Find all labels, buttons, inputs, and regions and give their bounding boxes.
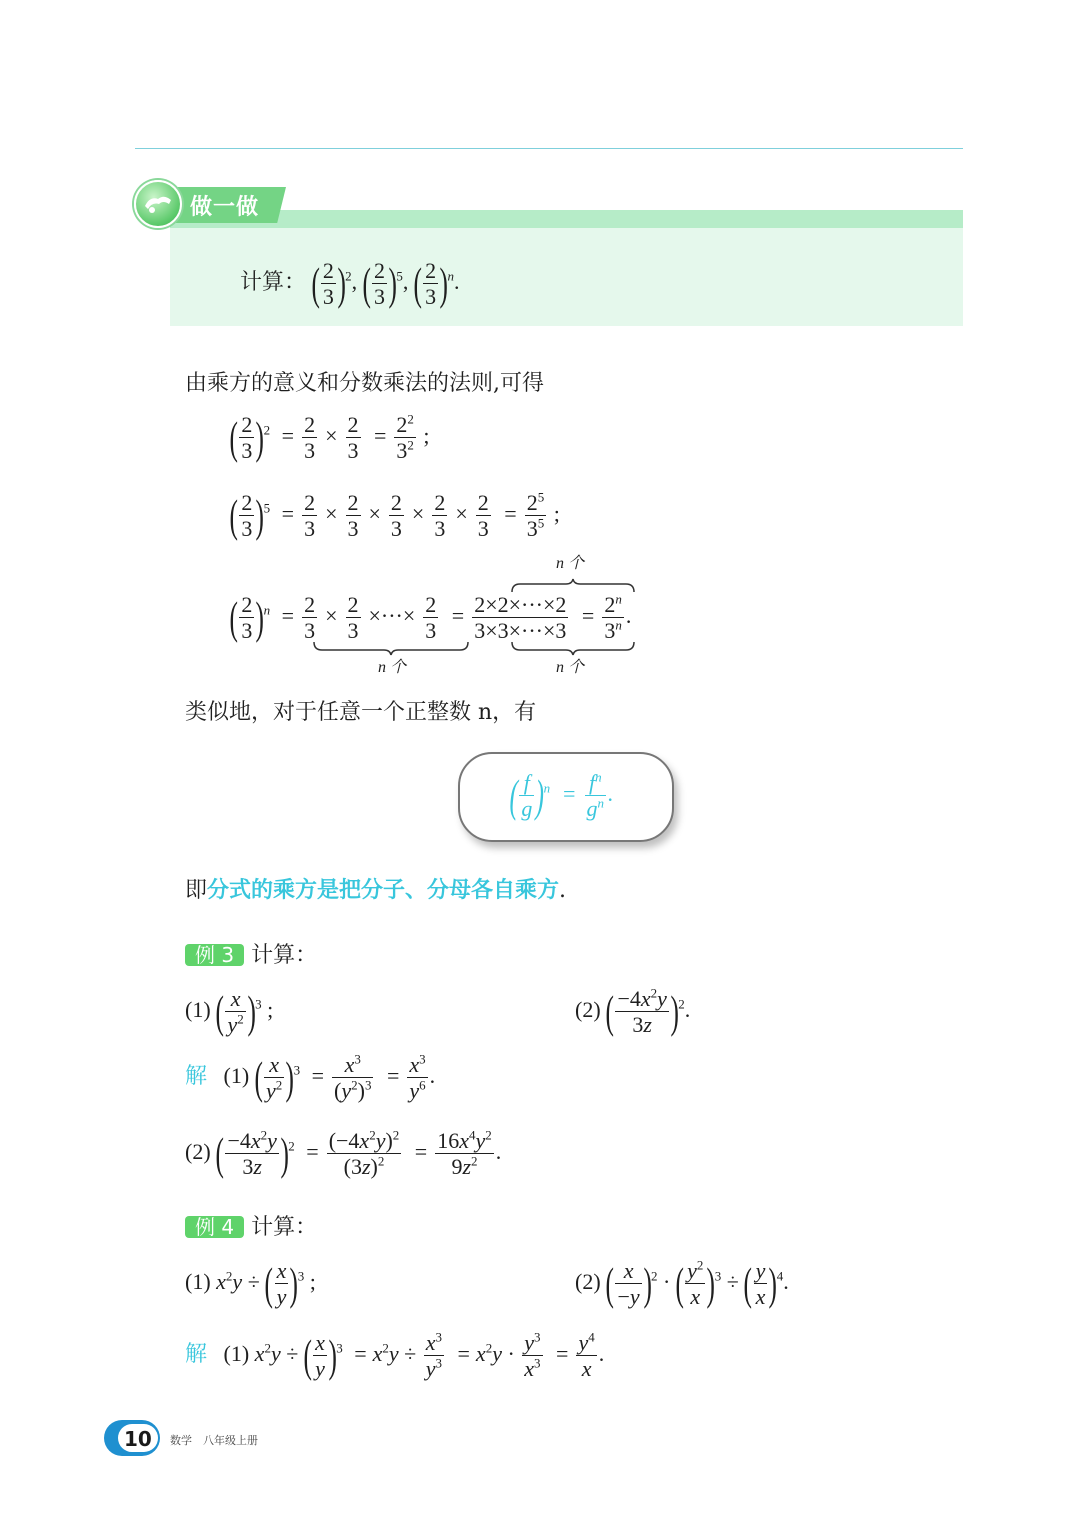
footer-book-title: 数学 八年级上册 — [170, 1434, 258, 1447]
example3-solution1: 解 (1) ( $\frac{x}{y^2}$ )$^3$ = $\frac{x^3}{(y^2)^3}$ = $\frac{x^3}{y^6}$ . — [185, 1051, 436, 1104]
brace-label-top: n 个 — [556, 555, 585, 572]
example4-label: 例 4 — [185, 1216, 244, 1238]
brace-label-bottom-right: n 个 — [556, 659, 585, 676]
brace-bottom-right — [510, 640, 636, 656]
conclusion-suffix: . — [559, 878, 567, 903]
compute-label: 计算： — [240, 269, 307, 295]
example4-solution1: 解 (1) $x^2y$ ÷ ( $\frac{x}{y}$ )$^3 = x^2y$ ÷ $\frac{x^3}{y^3}$ = $x^2y$ · $\frac{y^3}{x^3}$ = $\frac{y^4}{x}$ . — [185, 1329, 605, 1382]
example3-s2-number: (2) — [185, 1138, 211, 1164]
example4-q1-number: (1) — [185, 1268, 211, 1294]
example3-label: 例 3 — [185, 944, 244, 966]
rule-formula: ( $\frac{f}{g}$ )$^n$ = $\frac{f^n}{g^n}$ . — [509, 769, 614, 822]
try-exercise: 计算： ( $\frac{2}{3}$ )$^2$, ( $\frac{2}{3}$ )$^5$, ( $\frac{2}{3}$ )$^n$. — [240, 257, 460, 310]
equation-nth: ( $\frac{2}{3}$ )$^n$ = $\frac{2}{3}$ × $\frac{2}{3}$ ×···× $\frac{2}{3}$ = $\frac{2\times 2\times\cdot\cdot\cdot\times 2}{3\times 3\times\cdot\cdot\cdot\times 3}$ = $\frac{2^n}{3^n}$ . — [229, 591, 632, 644]
example4-title: 计算： — [251, 1215, 318, 1240]
hands-icon — [134, 180, 182, 228]
brace-bottom-left — [312, 640, 472, 656]
example3-q1-number: (1) — [185, 996, 211, 1022]
example3-heading — [185, 944, 317, 967]
try-section-title: 做一做 — [190, 195, 260, 220]
example4-q1: (1) $x^2y$ ÷ ( $\frac{x}{y}$ )$^3$ ; — [185, 1257, 316, 1310]
example4-heading — [185, 1216, 317, 1239]
conclusion-prefix: 即 — [185, 878, 208, 903]
page-number: 10 — [124, 1427, 152, 1451]
example4-s1-number: (1) — [223, 1340, 250, 1366]
header-rule — [135, 148, 963, 149]
conclusion-highlight: 分式的乘方是把分子、分母各自乘方 — [207, 878, 560, 903]
example3-q2: (2) ( $\frac{-4x^2y}{3z}$ )$^2$. — [575, 985, 691, 1038]
conclusion — [185, 880, 566, 902]
equation-fifth: ( $\frac{2}{3}$ )$^5$ = $\frac{2}{3}$ × $\frac{2}{3}$ × $\frac{2}{3}$ × $\frac{2}{3}$ × $\frac{2}{3}$ = $\frac{2^5}{3^5}$ ; — [229, 489, 560, 542]
example3-s1-number: (1) — [223, 1062, 250, 1088]
intro-text: 由乘方的意义和分数乘法的法则,可得 — [185, 371, 544, 396]
equation-square: ( $\frac{2}{3}$ )$^2$ = $\frac{2}{3}$ × $\frac{2}{3}$ = $\frac{2^2}{3^2}$ ; — [229, 411, 430, 464]
example4-q2: (2) ( $\frac{x}{-y}$ )$^2$ · ( $\frac{y^2}{x}$ )$^3$ ÷ ( $\frac{y}{x}$ )$^4$. — [575, 1257, 789, 1310]
example3-q2-number: (2) — [575, 996, 601, 1022]
example3-solution2: (2) ( $\frac{-4x^2y}{3z}$ )$^2$ = $\frac{(-4x^2y)^2}{(3z)^2}$ = $\frac{16x^4y^2}{9z^2}$ . — [185, 1127, 502, 1180]
brace-label-bottom-left: n 个 — [378, 659, 407, 676]
example3-solution-label: 解 — [185, 1063, 208, 1089]
example4-q2-number: (2) — [575, 1268, 601, 1294]
example3-q1: (1) ( $\frac{x}{y^2}$ )$^3$ ; — [185, 985, 274, 1038]
example4-solution-label: 解 — [185, 1341, 208, 1367]
try-section-bar — [170, 210, 963, 228]
similar-text: 类似地，对于任意一个正整数 n，有 — [185, 700, 537, 725]
example3-title: 计算： — [251, 943, 318, 968]
